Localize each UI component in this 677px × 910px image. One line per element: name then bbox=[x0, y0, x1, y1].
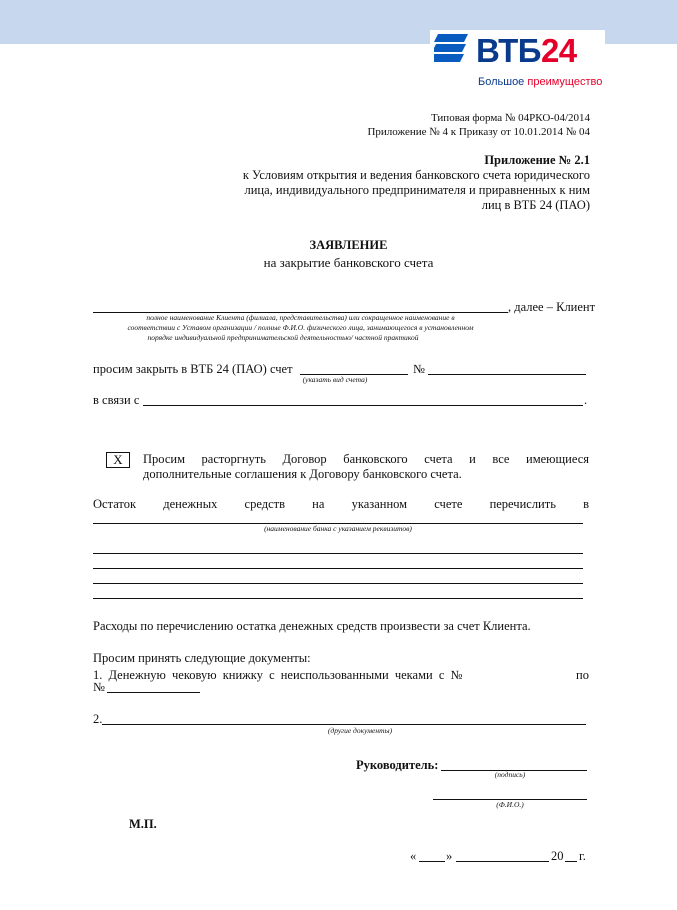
bank-details-caption: (наименование банка с указанием реквизитов) bbox=[264, 524, 412, 533]
document-subtitle: на закрытие банковского счета bbox=[263, 255, 434, 270]
signature-caption: (подпись) bbox=[494, 770, 526, 779]
conditions-line-2: лица, индивидуального предпринимателя и приравненных к ним bbox=[244, 183, 590, 197]
full-name-caption: (Ф.И.О.) bbox=[496, 800, 524, 809]
form-type: Типовая форма № 04РКО-04/2014 bbox=[430, 112, 590, 124]
logo-slogan bbox=[478, 76, 602, 88]
account-number-field[interactable] bbox=[428, 374, 586, 375]
date-day-field[interactable] bbox=[419, 861, 445, 862]
account-number-sign: № bbox=[413, 362, 425, 376]
documents-intro: Просим принять следующие документы: bbox=[93, 651, 311, 665]
checkbook-number-field[interactable] bbox=[107, 692, 200, 693]
bank-details-line-3[interactable] bbox=[93, 568, 583, 569]
logo-wordmark bbox=[476, 33, 577, 69]
document-title: ЗАЯВЛЕНИЕ bbox=[309, 238, 388, 252]
slogan-word1: Большое bbox=[478, 76, 525, 88]
other-documents-field[interactable] bbox=[102, 724, 586, 725]
bank-details-line-4[interactable] bbox=[93, 583, 583, 584]
bank-details-line-5[interactable] bbox=[93, 598, 583, 599]
documents-item-1-to: по bbox=[576, 668, 589, 682]
documents-item-2: 2. bbox=[93, 712, 103, 726]
attachment-order: Приложение № 4 к Приказу от 10.01.2014 № 04 bbox=[367, 126, 590, 138]
documents-item-1-number-sign: № bbox=[93, 680, 105, 694]
conditions-line-3: лиц в ВТБ 24 (ПАО) bbox=[481, 198, 590, 212]
close-request-text: просим закрыть в ВТБ 24 (ПАО) счет bbox=[93, 362, 293, 376]
bank-details-line-2[interactable] bbox=[93, 553, 583, 554]
terminate-text-line-1: Просим расторгнуть Договор банковского счета и все имеющиеся bbox=[143, 452, 589, 466]
date-year-field[interactable] bbox=[565, 861, 577, 862]
terminate-contract-checkbox[interactable]: X bbox=[106, 452, 130, 468]
conditions-line-1: к Условиям открытия и ведения банковского счета юридического bbox=[242, 168, 590, 182]
documents-item-1: 1. Денежную чековую книжку с неиспользованными чеками с № bbox=[93, 668, 463, 682]
client-suffix: , далее – Клиент bbox=[508, 300, 596, 314]
logo-24: 24 bbox=[540, 32, 577, 69]
reason-end: . bbox=[584, 393, 588, 407]
attachment-title: Приложение № 2.1 bbox=[484, 153, 590, 167]
client-caption-2: соответствии с Уставом организации / полные Ф.И.О. физического лица, занимающегося в установленном bbox=[127, 323, 474, 332]
reason-field[interactable] bbox=[143, 405, 583, 406]
terminate-text-line-2: дополнительные соглашения к Договору банковского счета. bbox=[143, 467, 462, 481]
balance-text: Остаток денежных средств на указанном счете перечислить в bbox=[93, 497, 589, 511]
other-documents-caption: (другие документы) bbox=[327, 726, 393, 735]
date-close-quote: » bbox=[446, 849, 453, 863]
reason-label: в связи с bbox=[93, 393, 140, 407]
date-open-quote: « bbox=[410, 849, 417, 863]
date-month-field[interactable] bbox=[456, 861, 549, 862]
client-caption-3: порядке индивидуальной предпринимательской деятельностью/ частной практикой bbox=[147, 333, 419, 342]
logo-vtb: ВТБ bbox=[476, 32, 541, 69]
expenses-text: Расходы по перечислению остатка денежных средств произвести за счет Клиента. bbox=[93, 619, 531, 633]
date-suffix: г. bbox=[579, 849, 586, 863]
date-year-prefix: 20 bbox=[551, 849, 564, 863]
stamp-label: М.П. bbox=[129, 817, 157, 831]
vtb-logo-icon bbox=[434, 30, 470, 64]
slogan-word2: преимущество bbox=[527, 76, 603, 88]
client-caption-1: полное наименование Клиента (филиала, представительства) или сокращенное наименование в bbox=[146, 313, 455, 322]
account-type-caption: (указать вид счета) bbox=[302, 375, 368, 384]
head-label: Руководитель: bbox=[356, 758, 439, 772]
